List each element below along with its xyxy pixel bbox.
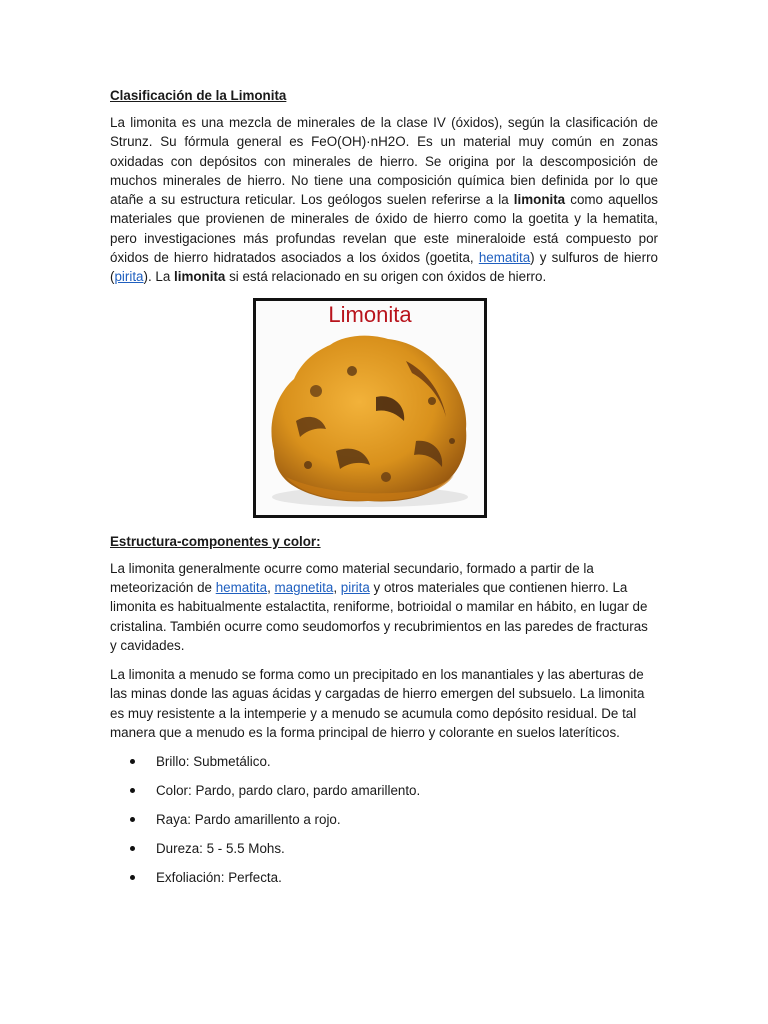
bold-term: limonita [513, 192, 566, 208]
property-text: Exfoliación: Perfecta. [156, 870, 282, 886]
text-run: ) y sulfuros de hierro ( [110, 250, 658, 285]
bullet-icon [130, 875, 135, 880]
paragraph-clasificacion [110, 113, 658, 287]
bold-term: limonita [174, 269, 226, 285]
list-item [110, 781, 658, 810]
text-run: si está relacionado en su origen con óxidos de hierro. [225, 269, 547, 285]
link-pirita[interactable]: pirita [340, 579, 370, 595]
property-text: Color: Pardo, pardo claro, pardo amarillento. [156, 783, 421, 799]
paragraph-estructura-1 [110, 559, 658, 655]
text-run: La limonita es una mezcla de minerales de la clase IV (óxidos), según la clasificación de Strunz. Su fórmula general es FeO(OH)·nH2O. Es un material muy común en zonas oxidadas con depósitos con minerales de hierro. Se origina por la descomposición de muchos minerales de hierro. No tiene una composición química bien definida por lo que atañe a su estructura reticular. Los geólogos suelen referirse a la [110, 115, 658, 208]
list-item [110, 868, 658, 897]
link-pirita[interactable]: pirita [114, 269, 144, 285]
document-content [110, 86, 658, 897]
section-heading-clasificacion: Clasificación de la Limonita [110, 88, 287, 103]
bullet-icon [130, 846, 135, 851]
property-text: Raya: Pardo amarillento a rojo. [156, 812, 341, 828]
figure-title: Limonita [328, 301, 412, 327]
link-magnetita[interactable]: magnetita [274, 579, 334, 595]
text-run: ). La [143, 269, 175, 285]
text-run: , [333, 579, 341, 595]
list-item [110, 810, 658, 839]
text-run: como aquellos materiales que provienen de minerales de óxido de hierro como la goetita y la hematita, pero investigaciones más profundas revelan que este mineraloide está compuesto por óxidos de hierro hidratados asociados a los óxidos (goetita, [110, 192, 658, 266]
link-hematita[interactable]: hematita [215, 579, 268, 595]
bullet-icon [130, 817, 135, 822]
list-item [110, 752, 658, 781]
paragraph-estructura-2: La limonita a menudo se forma como un precipitado en los manantiales y las aberturas de las minas donde las aguas ácidas y cargadas de hierro emergen del subsuelo. La limonita es muy resistente a la intemperie y a menudo se acumula como depósito residual. De tal manera que a menudo es la forma principal de hierro y colorante en suelos lateríticos. [110, 667, 645, 741]
properties-list [110, 752, 658, 897]
list-item [110, 839, 658, 868]
text-run: , [267, 579, 275, 595]
text-run: y otros materiales que contienen hierro. La limonita es habitualmente estalactita, reniforme, botrioidal o mamilar en hábito, en lugar de cristalina. También ocurre como seudomorfos y recubrimientos en las paredes de fracturas y cavidades. [110, 579, 648, 653]
limonita-figure [253, 298, 487, 518]
section-heading-estructura: Estructura-componentes y color: [110, 533, 321, 549]
bullet-icon [130, 759, 135, 764]
link-hematita[interactable]: hematita [478, 250, 531, 266]
property-text: Brillo: Submetálico. [156, 754, 271, 770]
limonita-mineral-image [256, 301, 484, 515]
text-run: La limonita generalmente ocurre como material secundario, formado a partir de la meteorización de [110, 560, 594, 595]
property-text: Dureza: 5 - 5.5 Mohs. [156, 841, 285, 857]
bullet-icon [130, 788, 135, 793]
